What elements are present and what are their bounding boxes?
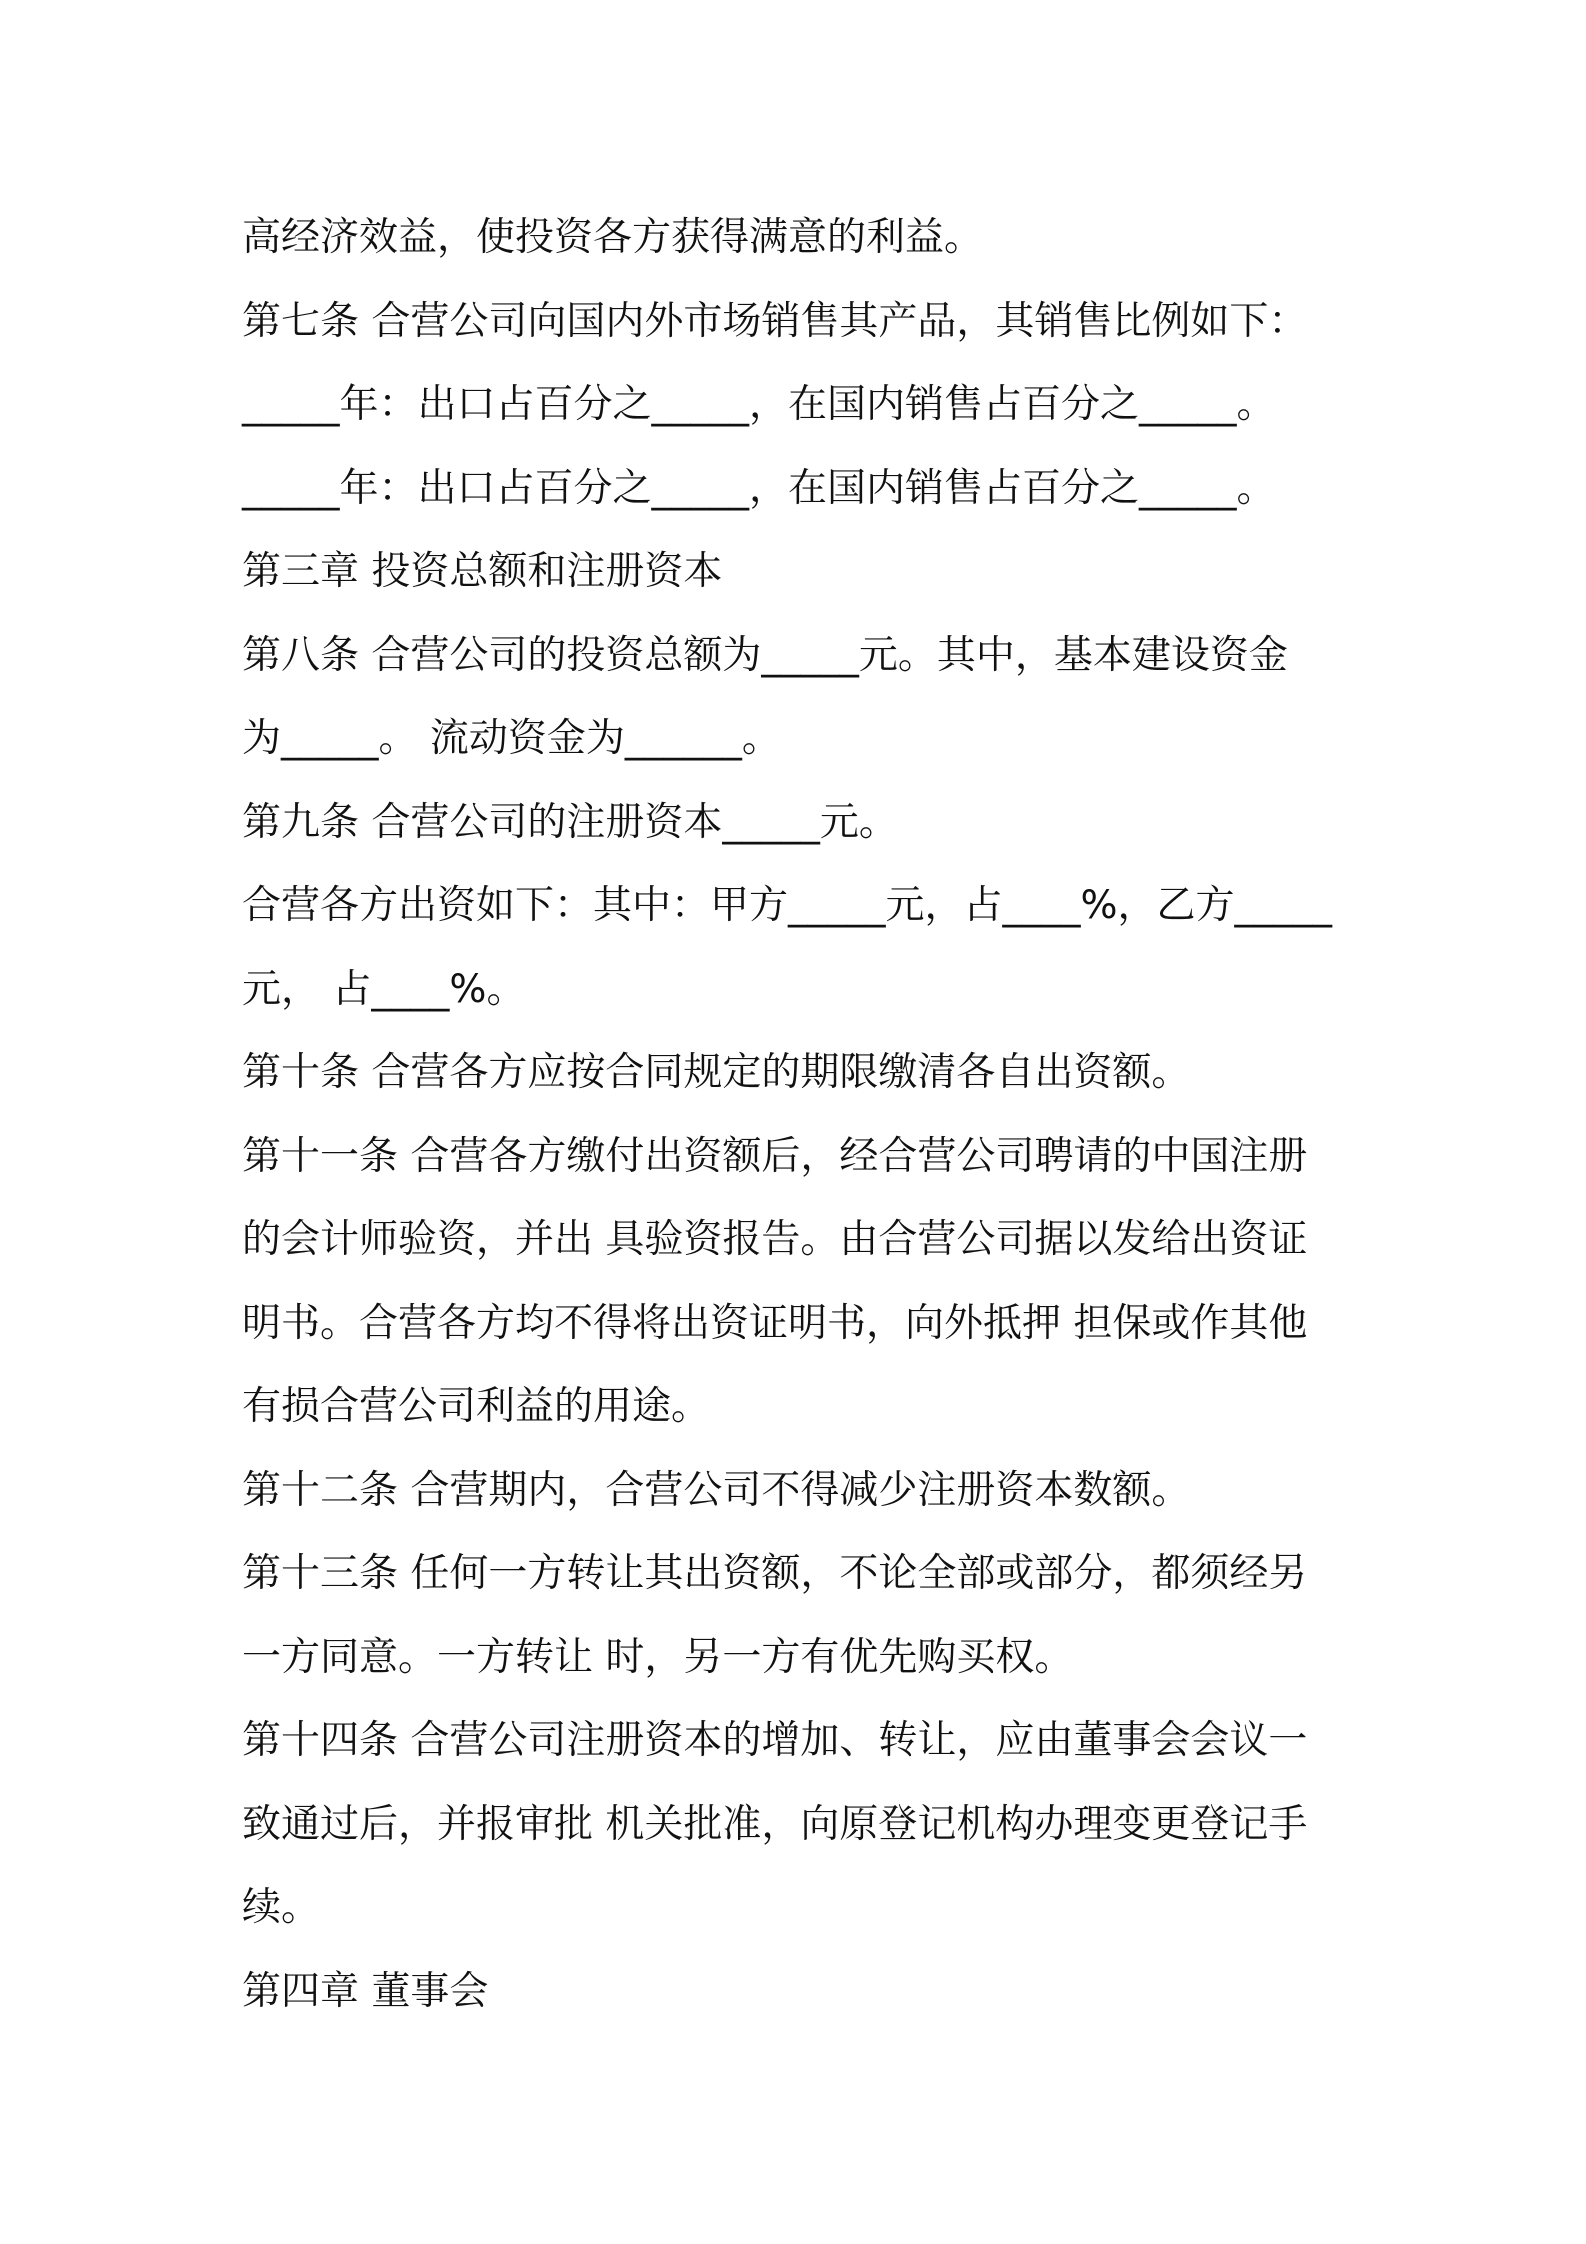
chapter-4-heading: 第四章 董事会 <box>242 1968 489 2014</box>
text-line: 一方同意。一方转让 时，另一方有优先购买权。 <box>242 1634 1074 1680</box>
article-7-heading: 第七条 合营公司向国内外市场销售其产品，其销售比例如下： <box>242 298 1308 344</box>
text-line: 合营各方出资如下：其中：甲方_____元，占____%，乙方_____ <box>242 883 1333 928</box>
text-line: 高经济效益，使投资各方获得满意的利益。 <box>242 215 984 260</box>
article-11-heading: 第十一条 合营各方缴付出资额后，经合营公司聘请的中国注册 <box>242 1133 1308 1179</box>
text-line: 续。 <box>242 1885 321 1930</box>
chapter-3-heading: 第三章 投资总额和注册资本 <box>242 549 723 594</box>
text-line: _____年：出口占百分之_____，在国内销售占百分之_____。 <box>242 465 1276 511</box>
text-line: 为_____。 流动资金为______。 <box>242 716 781 761</box>
text-line: 明书。合营各方均不得将出资证明书，向外抵押 担保或作其他 <box>242 1300 1308 1346</box>
text-line: 元， 占____%。 <box>242 966 526 1012</box>
article-14-heading: 第十四条 合营公司注册资本的增加、转让，应由董事会会议一 <box>242 1718 1308 1763</box>
text-line: 有损合营公司利益的用途。 <box>242 1384 711 1429</box>
article-12-heading: 第十二条 合营期内，合营公司不得减少注册资本数额。 <box>242 1467 1191 1513</box>
article-8-heading: 第八条 合营公司的投资总额为_____元。其中，基本建设资金 <box>242 632 1288 678</box>
article-10-heading: 第十条 合营各方应按合同规定的期限缴清各自出资额。 <box>242 1050 1191 1095</box>
text-line: _____年：出口占百分之_____，在国内销售占百分之_____。 <box>242 382 1276 427</box>
text-line: 致通过后，并报审批 机关批准，向原登记机构办理变更登记手 <box>242 1801 1308 1847</box>
article-13-heading: 第十三条 任何一方转让其出资额，不论全部或部分，都须经另 <box>242 1551 1308 1596</box>
document-body <box>242 196 1364 2033</box>
text-line: 的会计师验资，并出 具验资报告。由合营公司据以发给出资证 <box>242 1217 1308 1262</box>
article-9-heading: 第九条 合营公司的注册资本_____元。 <box>242 799 898 845</box>
